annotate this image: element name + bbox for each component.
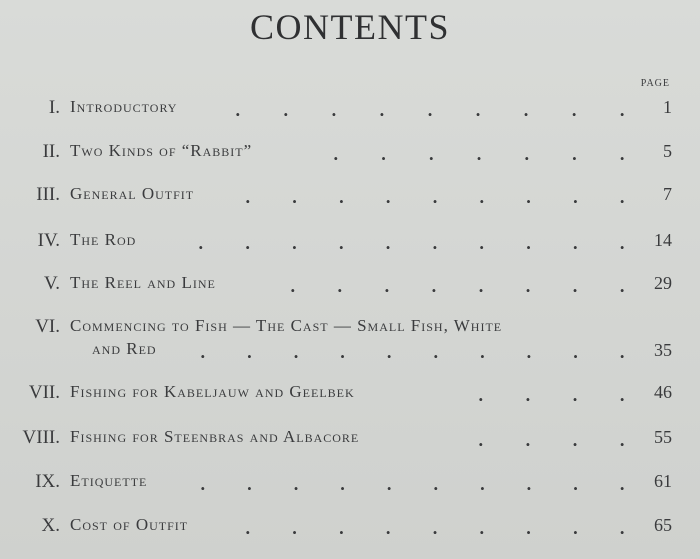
dot-leader: . . . . . . . . . xyxy=(235,101,625,120)
chapter-title: Two Kinds of “Rabbit” xyxy=(70,141,253,160)
dot-leader: . . . . xyxy=(478,431,625,450)
chapter-title: Introductory xyxy=(70,97,178,116)
toc-entry[interactable] xyxy=(0,97,700,123)
page-number: 5 xyxy=(663,141,672,161)
page-number: 61 xyxy=(654,471,672,491)
toc-entry[interactable] xyxy=(0,515,700,541)
dot-leader: . . . . . . . . . . xyxy=(200,475,625,494)
page-number: 65 xyxy=(654,515,672,535)
chapter-number: VIII. xyxy=(22,427,60,448)
dot-leader: . . . . . . . xyxy=(333,145,625,164)
toc-entry[interactable] xyxy=(0,316,700,366)
page-number: 46 xyxy=(654,382,672,402)
chapter-number: II. xyxy=(42,141,60,162)
toc-entry[interactable] xyxy=(0,471,700,497)
chapter-title: Cost of Outfit xyxy=(70,515,189,534)
toc-entry[interactable] xyxy=(0,273,700,299)
chapter-number: V. xyxy=(43,273,60,294)
chapter-title: Fishing for Steenbras and Albacore xyxy=(70,427,360,446)
chapter-title: General Outfit xyxy=(70,184,195,203)
toc-entry[interactable] xyxy=(0,427,700,453)
chapter-number: III. xyxy=(36,184,60,205)
chapter-title: Etiquette xyxy=(70,471,148,490)
page-number: 14 xyxy=(654,230,672,250)
toc-entry[interactable] xyxy=(0,184,700,210)
chapter-number: IX. xyxy=(35,471,60,492)
toc-entry[interactable] xyxy=(0,230,700,256)
toc-entry[interactable] xyxy=(0,382,700,408)
chapter-number: VI. xyxy=(35,316,60,337)
chapter-number: VII. xyxy=(28,382,60,403)
toc-entry[interactable] xyxy=(0,141,700,167)
page-number: 7 xyxy=(663,184,672,204)
page-title: CONTENTS xyxy=(250,7,450,47)
dot-leader: . . . . . . . . . xyxy=(245,519,625,538)
chapter-number: X. xyxy=(41,515,60,536)
chapter-number: IV. xyxy=(37,230,60,251)
page-number: 35 xyxy=(654,340,672,360)
dot-leader: . . . . xyxy=(478,386,625,405)
chapter-title: The Rod xyxy=(70,230,137,249)
page-number: 55 xyxy=(654,427,672,447)
page-number: 29 xyxy=(654,273,672,293)
chapter-title: The Reel and Line xyxy=(70,273,216,292)
chapter-title-continued: and Red xyxy=(92,339,157,358)
dot-leader: . . . . . . . . . . xyxy=(198,234,625,253)
page-number: 1 xyxy=(663,97,672,117)
chapter-title: Fishing for Kabeljauw and Geelbek xyxy=(70,382,355,401)
dot-leader: . . . . . . . . . xyxy=(245,188,625,207)
dot-leader: . . . . . . . . . . xyxy=(200,343,625,362)
chapter-number: I. xyxy=(48,97,60,118)
dot-leader: . . . . . . . . xyxy=(290,277,625,296)
page-column-label: PAGE xyxy=(640,78,670,89)
chapter-title: Commencing to Fish — The Cast — Small Fish, White xyxy=(70,316,503,335)
